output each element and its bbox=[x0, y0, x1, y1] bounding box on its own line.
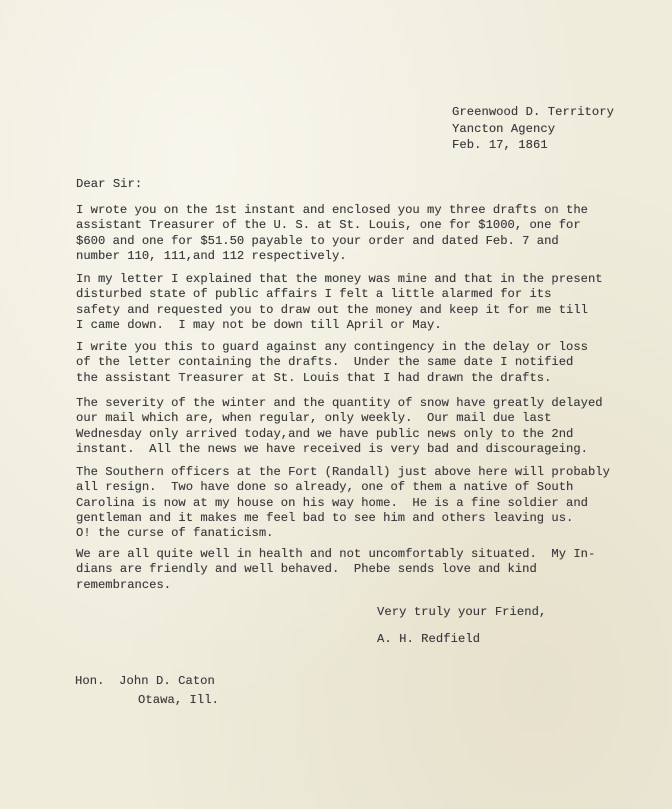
paragraph-line: I write you this to guard against any contingency in the delay or loss bbox=[76, 340, 588, 354]
paragraph-line: gentleman and it makes me feel bad to see him and others leaving us. bbox=[76, 510, 574, 525]
paragraph-line: Wednesday only arrived today,and we have public news only to the 2nd bbox=[76, 426, 574, 441]
paragraph-line: instant. All the news we have received is very bad and discourageing. bbox=[76, 441, 588, 456]
closing: Very truly your Friend, bbox=[377, 605, 547, 619]
paragraph-line: In my letter I explained that the money was mine and that in the present bbox=[76, 272, 603, 286]
paragraph-line: dians are friendly and well behaved. Phebe sends love and kind bbox=[76, 562, 537, 577]
paragraph-4 bbox=[76, 396, 603, 457]
header-place: Greenwood D. Territory bbox=[452, 105, 615, 119]
paragraph-line: all resign. Two have done so already, one of them a native of South bbox=[76, 480, 574, 495]
paragraph-3 bbox=[76, 340, 596, 386]
paragraph-line: The severity of the winter and the quantity of snow have greatly delayed bbox=[76, 396, 603, 410]
signature: A. H. Redfield bbox=[377, 632, 481, 646]
paragraph-1 bbox=[76, 203, 596, 264]
salutation: Dear Sir: bbox=[76, 177, 143, 191]
addressee-city: Otawa, Ill. bbox=[138, 693, 220, 707]
paragraph-line: We are all quite well in health and not uncomfortably situated. My In- bbox=[76, 547, 596, 561]
paragraph-line: our mail which are, when regular, only weekly. Our mail due last bbox=[76, 411, 552, 426]
paragraph-line: The Southern officers at the Fort (Randall) just above here will probably bbox=[76, 465, 610, 479]
header-agency: Yancton Agency bbox=[452, 122, 556, 136]
paragraph-line: I came down. I may not be down till April or May. bbox=[76, 317, 442, 332]
paragraph-line: Carolina is now at my house on his way home. He is a fine soldier and bbox=[76, 495, 588, 510]
paragraph-line: assistant Treasurer of the U. S. at St. Louis, one for $1000, one for bbox=[76, 218, 581, 233]
paragraph-line: I wrote you on the 1st instant and enclosed you my three drafts on the bbox=[76, 203, 588, 217]
paragraph-line: the assistant Treasurer at St. Louis that I had drawn the drafts. bbox=[76, 370, 552, 385]
header-date: Feb. 17, 1861 bbox=[452, 138, 548, 152]
paragraph-5 bbox=[76, 465, 610, 541]
paragraph-line: safety and requested you to draw out the money and keep it for me till bbox=[76, 302, 588, 317]
addressee-name: Hon. John D. Caton bbox=[75, 674, 215, 688]
paragraph-line: disturbed state of public affairs I felt a little alarmed for its bbox=[76, 287, 552, 302]
paragraph-6 bbox=[76, 547, 596, 593]
paragraph-line: of the letter containing the drafts. Under the same date I notified bbox=[76, 355, 574, 370]
paragraph-line: $600 and one for $51.50 payable to your order and dated Feb. 7 and bbox=[76, 233, 559, 248]
paragraph-2 bbox=[76, 272, 603, 333]
paragraph-line: number 110, 111,and 112 respectively. bbox=[76, 248, 347, 263]
paragraph-line: O! the curse of fanaticism. bbox=[76, 526, 274, 541]
paragraph-line: remembrances. bbox=[76, 577, 172, 592]
